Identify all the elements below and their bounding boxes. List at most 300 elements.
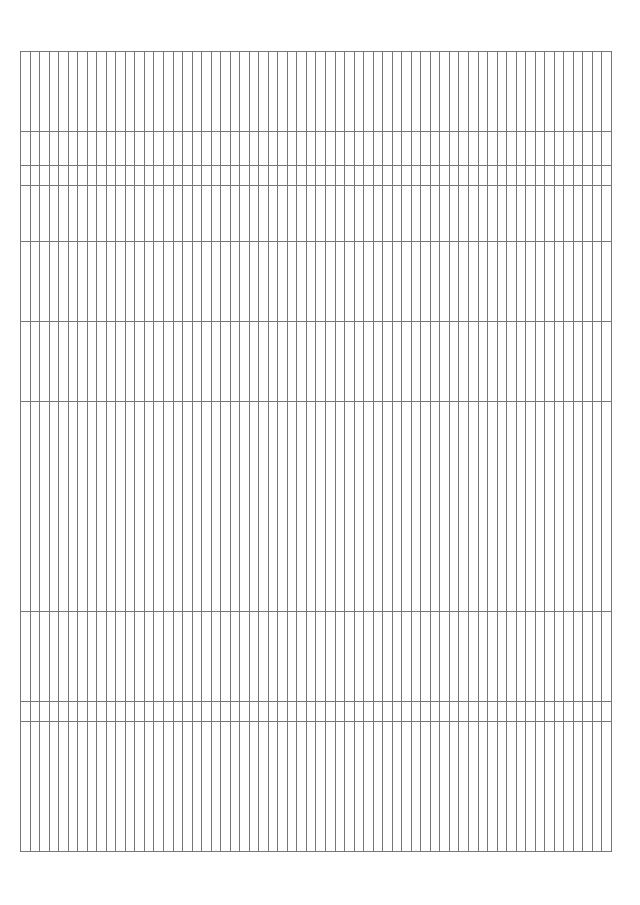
table-cell [564, 242, 574, 322]
table-cell [259, 702, 269, 722]
table-cell [192, 242, 202, 322]
table-cell [459, 322, 469, 402]
table-cell [135, 132, 145, 166]
table-cell [192, 722, 202, 852]
table-cell [106, 242, 116, 322]
table-cell [516, 166, 526, 186]
table-row [116, 52, 126, 852]
table-cell [40, 166, 50, 186]
table-cell [144, 166, 154, 186]
table-cell [40, 242, 50, 322]
table-cell [535, 52, 545, 132]
table-cell [545, 722, 555, 852]
table-cell [497, 132, 507, 166]
table-cell [106, 322, 116, 402]
table-cell [106, 186, 116, 242]
table-cell [316, 186, 326, 242]
table-cell [106, 166, 116, 186]
table-cell [316, 132, 326, 166]
table-cell [402, 52, 412, 132]
table-cell [154, 402, 164, 612]
table-cell [297, 322, 307, 402]
table-cell [497, 166, 507, 186]
table-cell [440, 722, 450, 852]
table-cell [30, 52, 40, 132]
table-cell [68, 612, 78, 702]
table-cell [144, 242, 154, 322]
table-cell [383, 242, 393, 322]
table-cell [449, 166, 459, 186]
table-cell [297, 702, 307, 722]
table-cell [259, 132, 269, 166]
table-cell [335, 166, 345, 186]
table-cell [430, 186, 440, 242]
table-cell [554, 612, 564, 702]
table-cell [221, 166, 231, 186]
table-cell [278, 402, 288, 612]
table-cell [154, 52, 164, 132]
table-cell [97, 722, 107, 852]
table-cell [592, 612, 602, 702]
table-cell [392, 166, 402, 186]
table-cell [154, 702, 164, 722]
table-cell [68, 242, 78, 322]
table-row [421, 52, 431, 852]
table-cell [192, 132, 202, 166]
table-cell [488, 132, 498, 166]
table-cell [221, 132, 231, 166]
table-cell [449, 612, 459, 702]
table-cell [488, 612, 498, 702]
table-cell [440, 702, 450, 722]
table-cell [30, 722, 40, 852]
table-cell [240, 402, 250, 612]
table-cell [211, 322, 221, 402]
table-cell [345, 722, 355, 852]
table-cell [97, 132, 107, 166]
table-cell [459, 132, 469, 166]
table-cell [163, 132, 173, 166]
table-cell [583, 166, 593, 186]
table-cell [183, 186, 193, 242]
table-cell [392, 322, 402, 402]
table-cell [183, 322, 193, 402]
table-cell [259, 52, 269, 132]
table-cell [583, 242, 593, 322]
table-cell [249, 186, 259, 242]
table-cell [421, 166, 431, 186]
table-cell [326, 722, 336, 852]
table-cell [592, 722, 602, 852]
table-row [49, 52, 59, 852]
table-cell [430, 322, 440, 402]
table-cell [383, 132, 393, 166]
table-cell [21, 186, 31, 242]
table-cell [430, 166, 440, 186]
table-cell [478, 52, 488, 132]
table-cell [21, 242, 31, 322]
table-cell [526, 132, 536, 166]
table-cell [535, 242, 545, 322]
table-cell [326, 702, 336, 722]
table-cell [488, 186, 498, 242]
table-cell [144, 722, 154, 852]
table-cell [306, 242, 316, 322]
table-cell [468, 242, 478, 322]
table-row [497, 52, 507, 852]
table-cell [135, 52, 145, 132]
table-cell [430, 52, 440, 132]
table-cell [278, 612, 288, 702]
table-cell [316, 612, 326, 702]
table-cell [402, 166, 412, 186]
table-cell [287, 612, 297, 702]
table-cell [373, 186, 383, 242]
table-cell [592, 166, 602, 186]
table-cell [440, 322, 450, 402]
table-cell [392, 52, 402, 132]
table-cell [87, 52, 97, 132]
table-cell [545, 52, 555, 132]
table-cell [459, 242, 469, 322]
table-cell [278, 186, 288, 242]
table-cell [59, 242, 69, 322]
table-cell [583, 132, 593, 166]
table-cell [78, 166, 88, 186]
table-cell [240, 132, 250, 166]
table-cell [268, 402, 278, 612]
table-cell [592, 52, 602, 132]
table-cell [430, 132, 440, 166]
table-cell [240, 52, 250, 132]
table-cell [40, 722, 50, 852]
table-cell [573, 186, 583, 242]
table-cell [516, 612, 526, 702]
table-cell [306, 132, 316, 166]
table-cell [21, 402, 31, 612]
table-cell [192, 166, 202, 186]
table-cell [583, 612, 593, 702]
table-row [306, 52, 316, 852]
table-cell [602, 52, 612, 132]
table-cell [40, 186, 50, 242]
table-cell [564, 166, 574, 186]
table-cell [59, 402, 69, 612]
table-cell [97, 702, 107, 722]
table-cell [554, 702, 564, 722]
table-cell [345, 612, 355, 702]
table-cell [507, 722, 517, 852]
table-cell [488, 322, 498, 402]
table-cell [516, 132, 526, 166]
table-cell [449, 402, 459, 612]
table-cell [68, 702, 78, 722]
table-cell [30, 702, 40, 722]
table-cell [354, 612, 364, 702]
table-cell [364, 722, 374, 852]
table-cell [545, 322, 555, 402]
table-cell [326, 186, 336, 242]
table-cell [87, 132, 97, 166]
table-cell [287, 722, 297, 852]
table-cell [278, 702, 288, 722]
table-cell [78, 702, 88, 722]
table-cell [354, 52, 364, 132]
table-cell [59, 702, 69, 722]
table-cell [392, 612, 402, 702]
table-cell [335, 132, 345, 166]
table-row [30, 52, 40, 852]
table-cell [78, 612, 88, 702]
table-cell [163, 52, 173, 132]
table-cell [535, 322, 545, 402]
table-row [459, 52, 469, 852]
table-cell [202, 166, 212, 186]
table-cell [592, 402, 602, 612]
table-cell [183, 612, 193, 702]
table-cell [354, 722, 364, 852]
table-cell [49, 322, 59, 402]
table-cell [507, 132, 517, 166]
table-cell [392, 186, 402, 242]
table-cell [335, 402, 345, 612]
table-cell [106, 132, 116, 166]
table-cell [554, 132, 564, 166]
table-cell [211, 132, 221, 166]
table-row [240, 52, 250, 852]
table-cell [592, 702, 602, 722]
table-cell [516, 322, 526, 402]
table-cell [249, 242, 259, 322]
table-cell [240, 612, 250, 702]
table-cell [116, 166, 126, 186]
table-cell [326, 402, 336, 612]
table-cell [392, 702, 402, 722]
table-cell [354, 186, 364, 242]
table-cell [373, 166, 383, 186]
table-cell [249, 702, 259, 722]
table-cell [583, 402, 593, 612]
table-cell [316, 702, 326, 722]
table-cell [526, 722, 536, 852]
table-cell [411, 322, 421, 402]
table-row [430, 52, 440, 852]
table-cell [440, 242, 450, 322]
table-row [354, 52, 364, 852]
table-cell [163, 722, 173, 852]
table-cell [297, 52, 307, 132]
table-cell [40, 402, 50, 612]
table-cell [449, 242, 459, 322]
table-cell [335, 612, 345, 702]
table-cell [49, 612, 59, 702]
table-cell [516, 402, 526, 612]
table-row [507, 52, 517, 852]
table-cell [249, 52, 259, 132]
table-cell [249, 612, 259, 702]
table-cell [230, 242, 240, 322]
table-cell [507, 702, 517, 722]
table-cell [106, 612, 116, 702]
table-cell [249, 132, 259, 166]
table-cell [326, 166, 336, 186]
table-cell [326, 132, 336, 166]
table-cell [573, 722, 583, 852]
table-cell [125, 322, 135, 402]
table-cell [535, 402, 545, 612]
table-cell [306, 702, 316, 722]
table-row [526, 52, 536, 852]
table-cell [202, 132, 212, 166]
table-cell [364, 186, 374, 242]
table-cell [507, 322, 517, 402]
table-cell [135, 402, 145, 612]
table-cell [40, 322, 50, 402]
table-cell [535, 186, 545, 242]
table-cell [78, 186, 88, 242]
table-cell [240, 166, 250, 186]
table-cell [459, 702, 469, 722]
table-cell [306, 612, 316, 702]
table-cell [154, 186, 164, 242]
table-cell [335, 322, 345, 402]
table-cell [497, 612, 507, 702]
table-cell [545, 166, 555, 186]
table-cell [135, 722, 145, 852]
table-cell [230, 612, 240, 702]
table-cell [326, 52, 336, 132]
table-cell [354, 322, 364, 402]
table-cell [230, 166, 240, 186]
table-cell [144, 132, 154, 166]
table-cell [78, 242, 88, 322]
table-cell [364, 612, 374, 702]
table-cell [345, 166, 355, 186]
table-cell [68, 402, 78, 612]
table-cell [183, 132, 193, 166]
table-cell [297, 242, 307, 322]
table-cell [459, 166, 469, 186]
table-cell [488, 242, 498, 322]
table-cell [240, 322, 250, 402]
table-cell [468, 166, 478, 186]
table-cell [449, 186, 459, 242]
table-cell [49, 166, 59, 186]
table-cell [449, 132, 459, 166]
table-cell [392, 132, 402, 166]
table-cell [116, 402, 126, 612]
table-cell [68, 722, 78, 852]
table-cell [449, 322, 459, 402]
table-cell [49, 722, 59, 852]
table-cell [230, 186, 240, 242]
table-cell [478, 702, 488, 722]
table-cell [106, 702, 116, 722]
table-cell [430, 702, 440, 722]
table-cell [49, 402, 59, 612]
table-cell [192, 402, 202, 612]
table-cell [316, 52, 326, 132]
table-cell [564, 612, 574, 702]
table-cell [573, 242, 583, 322]
table-cell [211, 722, 221, 852]
table-cell [602, 322, 612, 402]
table-cell [144, 612, 154, 702]
table-cell [211, 702, 221, 722]
table-cell [411, 186, 421, 242]
table-cell [49, 186, 59, 242]
table-cell [602, 612, 612, 702]
table-cell [297, 402, 307, 612]
table-cell [30, 166, 40, 186]
table-cell [211, 242, 221, 322]
table-cell [526, 242, 536, 322]
table-cell [259, 242, 269, 322]
table-cell [564, 52, 574, 132]
table-cell [49, 52, 59, 132]
table-cell [573, 322, 583, 402]
table-cell [287, 242, 297, 322]
table-row [488, 52, 498, 852]
table-cell [402, 722, 412, 852]
table-cell [59, 186, 69, 242]
table-row [345, 52, 355, 852]
table-cell [211, 52, 221, 132]
table-cell [173, 612, 183, 702]
table-cell [87, 702, 97, 722]
table-cell [125, 132, 135, 166]
table-cell [163, 242, 173, 322]
table-cell [583, 322, 593, 402]
table-cell [421, 402, 431, 612]
table-cell [135, 242, 145, 322]
table-cell [373, 52, 383, 132]
table-row [154, 52, 164, 852]
table-cell [268, 132, 278, 166]
table-row [59, 52, 69, 852]
table-cell [545, 612, 555, 702]
table-row [135, 52, 145, 852]
table-row [449, 52, 459, 852]
table-cell [268, 322, 278, 402]
table-cell [573, 132, 583, 166]
data-table [20, 51, 612, 852]
table-cell [383, 702, 393, 722]
table-cell [411, 702, 421, 722]
table-cell [554, 402, 564, 612]
table-cell [364, 702, 374, 722]
table-cell [211, 402, 221, 612]
table-cell [30, 132, 40, 166]
table-row [335, 52, 345, 852]
table-cell [163, 402, 173, 612]
table-cell [87, 402, 97, 612]
table-cell [564, 722, 574, 852]
table-cell [144, 702, 154, 722]
table-cell [87, 166, 97, 186]
table-cell [535, 612, 545, 702]
table-cell [59, 52, 69, 132]
table-cell [316, 242, 326, 322]
table-cell [163, 186, 173, 242]
table-cell [383, 722, 393, 852]
table-row [87, 52, 97, 852]
table-row [21, 52, 31, 852]
table-cell [116, 702, 126, 722]
table-cell [278, 52, 288, 132]
table-cell [68, 52, 78, 132]
table-row [40, 52, 50, 852]
